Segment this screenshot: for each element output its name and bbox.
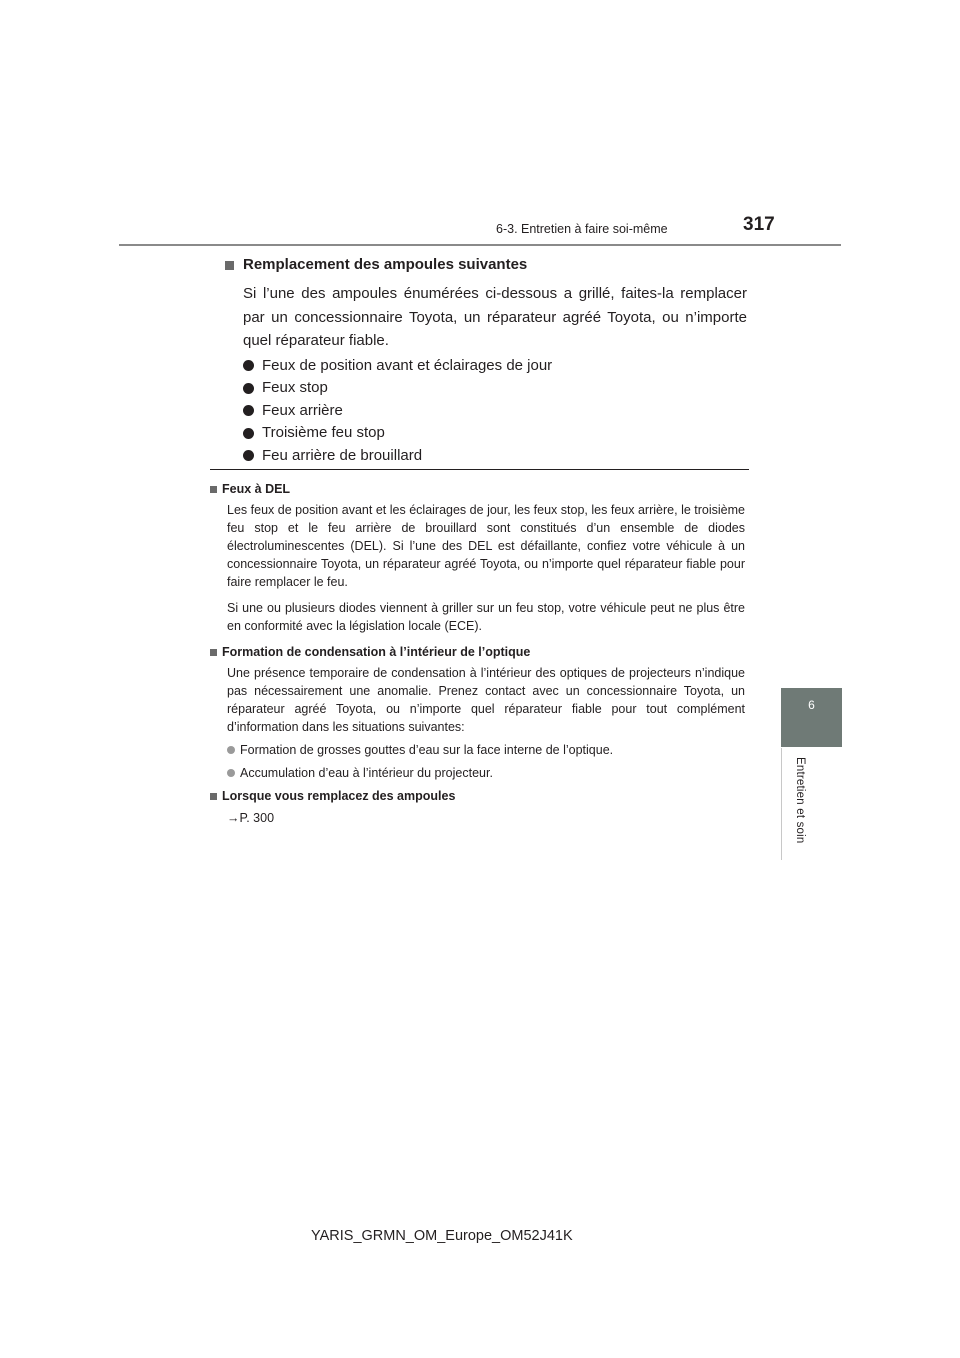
- page-reference: →P. 300: [227, 811, 275, 825]
- list-item: [243, 377, 747, 400]
- note-paragraph: Une présence temporaire de condensation à l’intérieur des optiques de projecteurs n’indique pas nécessairement une anomalie. Prenez contact avec un concessionnaire Toyota, un réparateur agréé Toyota, ou n’importe quel réparateur fiable pour tout complément d’information dans les situations suivantes:: [227, 666, 745, 734]
- chapter-label: Entretien et soin: [794, 757, 806, 844]
- list-item: [243, 422, 747, 445]
- list-item-text: Feux arrière: [262, 401, 343, 419]
- header-rule: [119, 244, 841, 246]
- list-item-text: Feux stop: [262, 379, 328, 396]
- list-item: [227, 741, 745, 759]
- note-title-del: [210, 480, 745, 498]
- list-item-text: Formation de grosses gouttes d’eau sur la face interne de l’optique.: [240, 743, 614, 757]
- list-item-text: Accumulation d’eau à l’intérieur du projecteur.: [240, 766, 493, 780]
- note-paragraph: Les feux de position avant et les éclairages de jour, les feux stop, les feux arrière, le troisième feu stop et le feu arrière de brouillard sont constitués d’un ensemble de diodes électroluminescentes (DEL). Si l’une des DEL est défaillante, confiez votre véhicule à un concessionnaire Toyota, un réparateur agréé Toyota, ou n’importe quel réparateur fiable pour faire remplacer le feu.: [227, 503, 745, 589]
- note-title-text: Formation de condensation à l’intérieur de l’optique: [222, 645, 531, 659]
- bullet-dot-icon: [243, 405, 254, 416]
- square-bullet-icon: [210, 649, 217, 656]
- chapter-tab-number: 6: [808, 698, 815, 712]
- bulb-list: [243, 355, 747, 468]
- note-title-bulbs: [210, 787, 745, 805]
- list-item: [243, 400, 747, 423]
- note-title-text: Lorsque vous remplacez des ampoules: [222, 789, 456, 803]
- bullet-dot-icon: [227, 746, 235, 754]
- bullet-dot-icon: [243, 428, 254, 439]
- list-item: [243, 355, 747, 378]
- bullet-dot-icon: [227, 769, 235, 777]
- note-title-condensation: [210, 643, 745, 661]
- bullet-dot-icon: [243, 450, 254, 461]
- square-bullet-icon: [210, 793, 217, 800]
- section-header: 6-3. Entretien à faire soi-même: [496, 222, 668, 236]
- list-item-text: Feu arrière de brouillard: [262, 446, 423, 464]
- square-bullet-icon: [225, 261, 234, 270]
- list-item-text: Troisième feu stop: [262, 424, 385, 441]
- list-item: [243, 445, 747, 468]
- side-rule: [781, 748, 782, 860]
- list-item: [227, 764, 745, 782]
- list-item-text: Feux de position avant et éclairages de jour: [262, 356, 553, 374]
- page-number: 317: [743, 214, 775, 235]
- main-section: [225, 254, 747, 467]
- square-bullet-icon: [210, 486, 217, 493]
- bullet-dot-icon: [243, 360, 254, 371]
- note-paragraph: Si une ou plusieurs diodes viennent à griller sur un feu stop, votre véhicule peut ne plus être en conformité avec la législation locale (ECE).: [227, 601, 745, 633]
- intro-paragraph: Si l’une des ampoules énumérées ci-dessous a grillé, faites-la remplacer par un concessionnaire Toyota, un réparateur agréé Toyota, ou n’importe quel réparateur fiable.: [243, 285, 747, 349]
- section-title: [225, 254, 747, 276]
- section-title-text: Remplacement des ampoules suivantes: [243, 256, 528, 273]
- notes-divider: [210, 469, 749, 470]
- chapter-tab: [781, 688, 842, 747]
- note-title-text: Feux à DEL: [222, 482, 291, 496]
- condensation-list: [227, 741, 745, 782]
- notes-section: [210, 480, 745, 827]
- bullet-dot-icon: [243, 383, 254, 394]
- document-code: YARIS_GRMN_OM_Europe_OM52J41K: [311, 1228, 573, 1244]
